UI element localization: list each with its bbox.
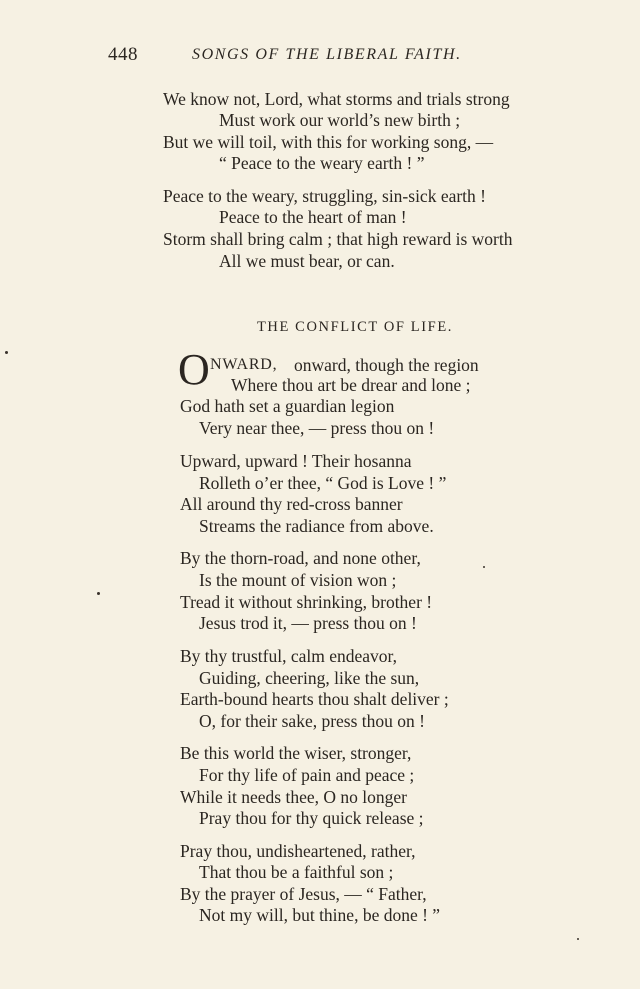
verse-line: Pray thou, undisheartened, rather, (180, 841, 416, 861)
drop-cap: O (178, 345, 210, 394)
verse-line: Be this world the wiser, stronger, (180, 743, 412, 763)
verse-line: Guiding, cheering, like the sun, (199, 668, 420, 688)
verse-line: Jesus trod it, — press thou on ! (199, 613, 417, 633)
verse-line: That thou be a faithful son ; (199, 862, 394, 882)
scan-speck (97, 592, 100, 595)
verse-line: “ Peace to the weary earth ! ” (219, 153, 425, 173)
verse-line: We know not, Lord, what storms and trials strong (163, 89, 510, 109)
verse-line: But we will toil, with this for working song, — (163, 132, 494, 152)
scan-speck (483, 566, 485, 568)
verse-line: Storm shall bring calm ; that high reward is worth (163, 229, 513, 249)
verse-line: All around thy red-cross banner (180, 494, 403, 514)
verse-line: God hath set a guardian legion (180, 396, 395, 416)
verse-line: Pray thou for thy quick release ; (199, 808, 424, 828)
verse-line: Is the mount of vision won ; (199, 570, 397, 590)
verse-line: Rolleth o’er thee, “ God is Love ! ” (199, 473, 447, 493)
scan-speck (577, 938, 579, 940)
running-head (108, 44, 528, 70)
verse-line: By the prayer of Jesus, — “ Father, (180, 884, 427, 904)
verse-line: Not my will, but thine, be done ! ” (199, 905, 441, 925)
verse-line: While it needs thee, O no longer (180, 787, 407, 807)
verse-line: Streams the radiance from above. (199, 516, 434, 536)
page-number: 448 (108, 44, 138, 65)
verse-line: Where thou art be drear and lone ; (231, 375, 471, 395)
verse-line: By thy trustful, calm endeavor, (180, 646, 398, 666)
verse-line: Must work our world’s new birth ; (219, 110, 461, 130)
verse-line: Very near thee, — press thou on ! (199, 418, 435, 438)
verse-line: All we must bear, or can. (219, 251, 395, 271)
verse-line: Peace to the weary, struggling, sin-sick earth ! (163, 186, 486, 206)
running-title: SONGS OF THE LIBERAL FAITH. (192, 46, 462, 63)
verse-line: Earth-bound hearts thou shalt deliver ; (180, 689, 449, 709)
verse-line: Tread it without shrinking, brother ! (180, 592, 433, 612)
first-word-smallcaps: NWARD, (210, 356, 278, 373)
verse-line: For thy life of pain and peace ; (199, 765, 415, 785)
verse-line: O, for their sake, press thou on ! (199, 711, 425, 731)
poem-title: THE CONFLICT OF LIFE. (256, 319, 454, 335)
verse-line: By the thorn-road, and none other, (180, 548, 421, 568)
verse-line: onward, though the region (294, 355, 479, 375)
scan-speck (5, 351, 8, 354)
verse-line: Peace to the heart of man ! (219, 207, 407, 227)
verse-line: Upward, upward ! Their hosanna (180, 451, 412, 471)
